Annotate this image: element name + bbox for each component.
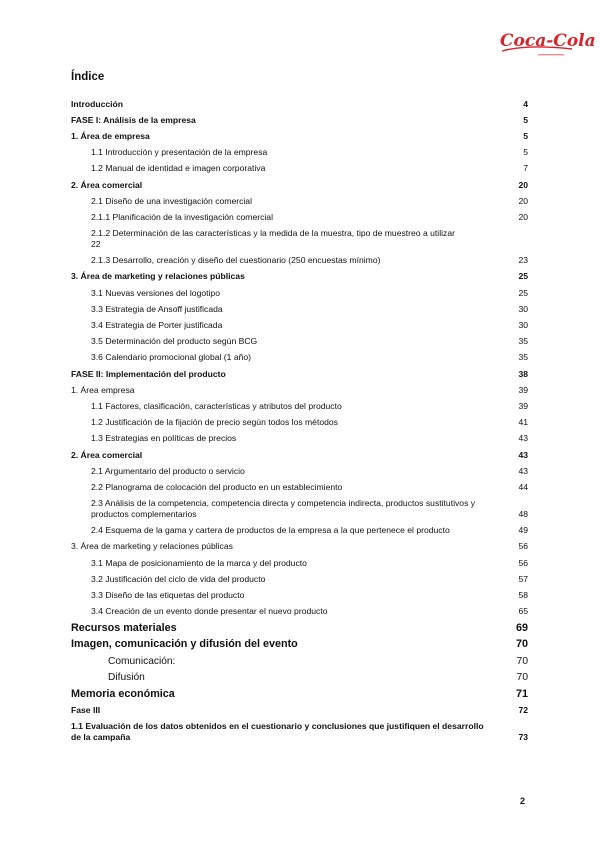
toc-entry-page: 20 [518, 211, 528, 222]
toc-entry-label: 2. Área comercial [71, 179, 143, 190]
logo-wordmark: Coca-Cola [500, 31, 596, 51]
toc-entry[interactable] [71, 145, 528, 161]
toc-entry[interactable] [71, 479, 528, 495]
toc-entry[interactable] [71, 382, 528, 398]
toc-entry[interactable] [71, 269, 528, 285]
toc-entry[interactable] [71, 317, 528, 333]
toc-entry-page: 5 [523, 147, 528, 158]
toc-entry-label: Comunicación: [108, 655, 176, 667]
toc-entry-label: Memoria económica [71, 687, 175, 700]
toc-entry-label: 2.3 Análisis de la competencia, competencia directa y competencia indirecta, productos sustitutivos y productos complementarios [91, 498, 476, 520]
toc-entry-page: 35 [518, 336, 528, 347]
coca-cola-logo [498, 22, 596, 66]
toc-entry-label: 3. Área de marketing y relaciones públicas [71, 541, 233, 552]
toc-entry[interactable] [71, 719, 528, 746]
toc-entry-label: 3.1 Mapa de posicionamiento de la marca y del producto [91, 557, 307, 568]
toc-entry-label: 2.1.2 Determinación de las características y la medida de la muestra, tipo de muestreo a utilizar [91, 228, 455, 239]
toc-entry-label: 2.4 Esquema de la gama y cartera de productos de la empresa a la que pertenece el producto [91, 525, 450, 536]
page-number: 2 [520, 796, 526, 806]
toc-entry[interactable] [71, 539, 528, 555]
toc-entry-page: 56 [518, 557, 528, 568]
toc-entry-label: Imagen, comunicación y difusión del evento [71, 638, 298, 651]
toc-entry-label: 2. Área comercial [71, 449, 143, 460]
toc-entry-page: 39 [518, 400, 528, 411]
toc-entry-label: Recursos materiales [71, 621, 177, 634]
index-title: Índice [71, 71, 105, 83]
toc-entry-label: 1. Área de empresa [71, 130, 150, 141]
toc-entry-label: Introducción [71, 98, 124, 109]
toc-entry-label: 3.4 Estrategia de Porter justificada [91, 320, 223, 331]
toc-entry[interactable] [71, 604, 528, 620]
toc-entry-page: 41 [518, 417, 528, 428]
toc-entry[interactable] [71, 112, 528, 128]
toc-entry-page: 23 [518, 255, 528, 266]
toc-entry-label: 3. Área de marketing y relaciones públicas [71, 271, 245, 282]
toc-entry[interactable] [71, 653, 528, 669]
toc-entry[interactable] [71, 670, 528, 686]
toc-entry-page: 43 [518, 433, 528, 444]
toc-entry-label: 1.2 Manual de identidad e imagen corporativa [91, 163, 266, 174]
toc-entry[interactable] [71, 415, 528, 431]
toc-entry[interactable] [71, 620, 528, 637]
toc-entry-page: 22 [91, 239, 101, 250]
toc-entry-page: 20 [518, 195, 528, 206]
toc-entry[interactable] [71, 523, 528, 539]
toc-entry-label: 1.1 Factores, clasificación, características y atributos del producto [91, 400, 342, 411]
toc-entry-page: 73 [518, 732, 528, 743]
toc-entry[interactable] [71, 686, 528, 703]
toc-entry[interactable] [71, 366, 528, 382]
toc-entry-page: 49 [518, 525, 528, 536]
toc-entry-page: 56 [518, 541, 528, 552]
toc-entry-page: 7 [523, 163, 528, 174]
toc-entry-page: 58 [518, 590, 528, 601]
toc-entry-page: 35 [518, 352, 528, 363]
toc-entry-page: 44 [518, 481, 528, 492]
toc-entry-label: 1.1 Introducción y presentación de la empresa [91, 147, 268, 158]
toc-entry-page: 39 [518, 384, 528, 395]
toc-entry-label: 3.2 Justificación del ciclo de vida del producto [91, 573, 266, 584]
toc-entry-label: 3.4 Creación de un evento donde presentar el nuevo producto [91, 606, 328, 617]
toc-entry-page: 38 [518, 368, 528, 379]
toc-entry[interactable] [71, 350, 528, 366]
toc-entry-page: 30 [518, 320, 528, 331]
toc-entry[interactable] [71, 96, 528, 112]
toc-entry[interactable] [71, 496, 528, 523]
toc-entry-page: 70 [516, 672, 528, 684]
toc-entry-label: 1. Área empresa [71, 384, 135, 395]
toc-entry-page: 5 [523, 130, 528, 141]
toc-entry-page: 48 [518, 509, 528, 520]
toc-entry-label: FASE I: Análisis de la empresa [71, 114, 196, 125]
toc-entry[interactable] [71, 253, 528, 269]
toc-entry-label: Difusión [108, 672, 145, 684]
toc-entry-label: Fase III [71, 705, 101, 716]
toc-entry-label: FASE II: Implementación del producto [71, 368, 226, 379]
toc-entry[interactable] [71, 398, 528, 414]
toc-entry-label: 2.1.1 Planificación de la investigación comercial [91, 211, 274, 222]
toc-entry-page: 5 [523, 114, 528, 125]
toc-entry-page: 25 [518, 271, 528, 282]
toc-entry-label: 2.1 Argumentario del producto o servicio [91, 465, 245, 476]
toc-entry[interactable] [71, 555, 528, 571]
toc-entry-label: 3.6 Calendario promocional global (1 año) [91, 352, 252, 363]
toc-entry-page: 70 [515, 638, 528, 651]
toc-entry-page: 71 [515, 687, 528, 700]
toc-entry[interactable] [71, 285, 528, 301]
toc-entry[interactable] [71, 637, 528, 654]
toc-entry[interactable] [71, 193, 528, 209]
toc-entry-label: 2.2 Planograma de colocación del producto en un establecimiento [91, 481, 343, 492]
toc-entry-label: 1.2 Justificación de la fijación de precio según todos los métodos [91, 417, 338, 428]
toc-entry-page: 70 [516, 655, 528, 667]
toc-entry-page: 57 [518, 573, 528, 584]
toc-entry[interactable] [71, 128, 528, 144]
toc-entry[interactable] [71, 703, 528, 719]
toc-entry[interactable] [71, 177, 528, 193]
toc-entry-label: 3.3 Estrategia de Ansoff justificada [91, 303, 223, 314]
toc-entry[interactable] [71, 226, 528, 253]
toc-entry[interactable] [71, 447, 528, 463]
toc-entry-page: 69 [515, 621, 528, 634]
toc-entry-page: 72 [518, 705, 528, 716]
toc-entry-label: 1.3 Estrategias en políticas de precios [91, 433, 237, 444]
toc-entry-page: 20 [518, 179, 528, 190]
toc-entry-label: 2.1 Diseño de una investigación comercial [91, 195, 252, 206]
toc-entry[interactable] [71, 301, 528, 317]
toc-entry-label: 1.1 Evaluación de los datos obtenidos en el cuestionario y conclusiones que justifiquen el desarrollo de la campaña [71, 721, 484, 743]
toc-entry[interactable] [71, 334, 528, 350]
table-of-contents [71, 96, 528, 746]
toc-entry-page: 25 [518, 287, 528, 298]
toc-entry-label: 3.5 Determinación del producto según BCG [91, 336, 258, 347]
toc-entry-page: 65 [518, 606, 528, 617]
toc-entry-label: 2.1.3 Desarrollo, creación y diseño del cuestionario (250 encuestas mínimo) [91, 255, 381, 266]
toc-entry[interactable] [71, 587, 528, 603]
toc-entry[interactable] [71, 571, 528, 587]
toc-entry-label: 3.3 Diseño de las etiquetas del producto [91, 590, 245, 601]
toc-entry[interactable] [71, 209, 528, 225]
toc-entry[interactable] [71, 463, 528, 479]
toc-entry[interactable] [71, 161, 528, 177]
toc-entry-label: 3.1 Nuevas versiones del logotipo [91, 287, 220, 298]
toc-entry-page: 43 [518, 465, 528, 476]
toc-entry[interactable] [71, 431, 528, 447]
toc-entry-page: 4 [523, 98, 528, 109]
toc-entry-page: 43 [518, 449, 528, 460]
toc-entry-page: 30 [518, 303, 528, 314]
